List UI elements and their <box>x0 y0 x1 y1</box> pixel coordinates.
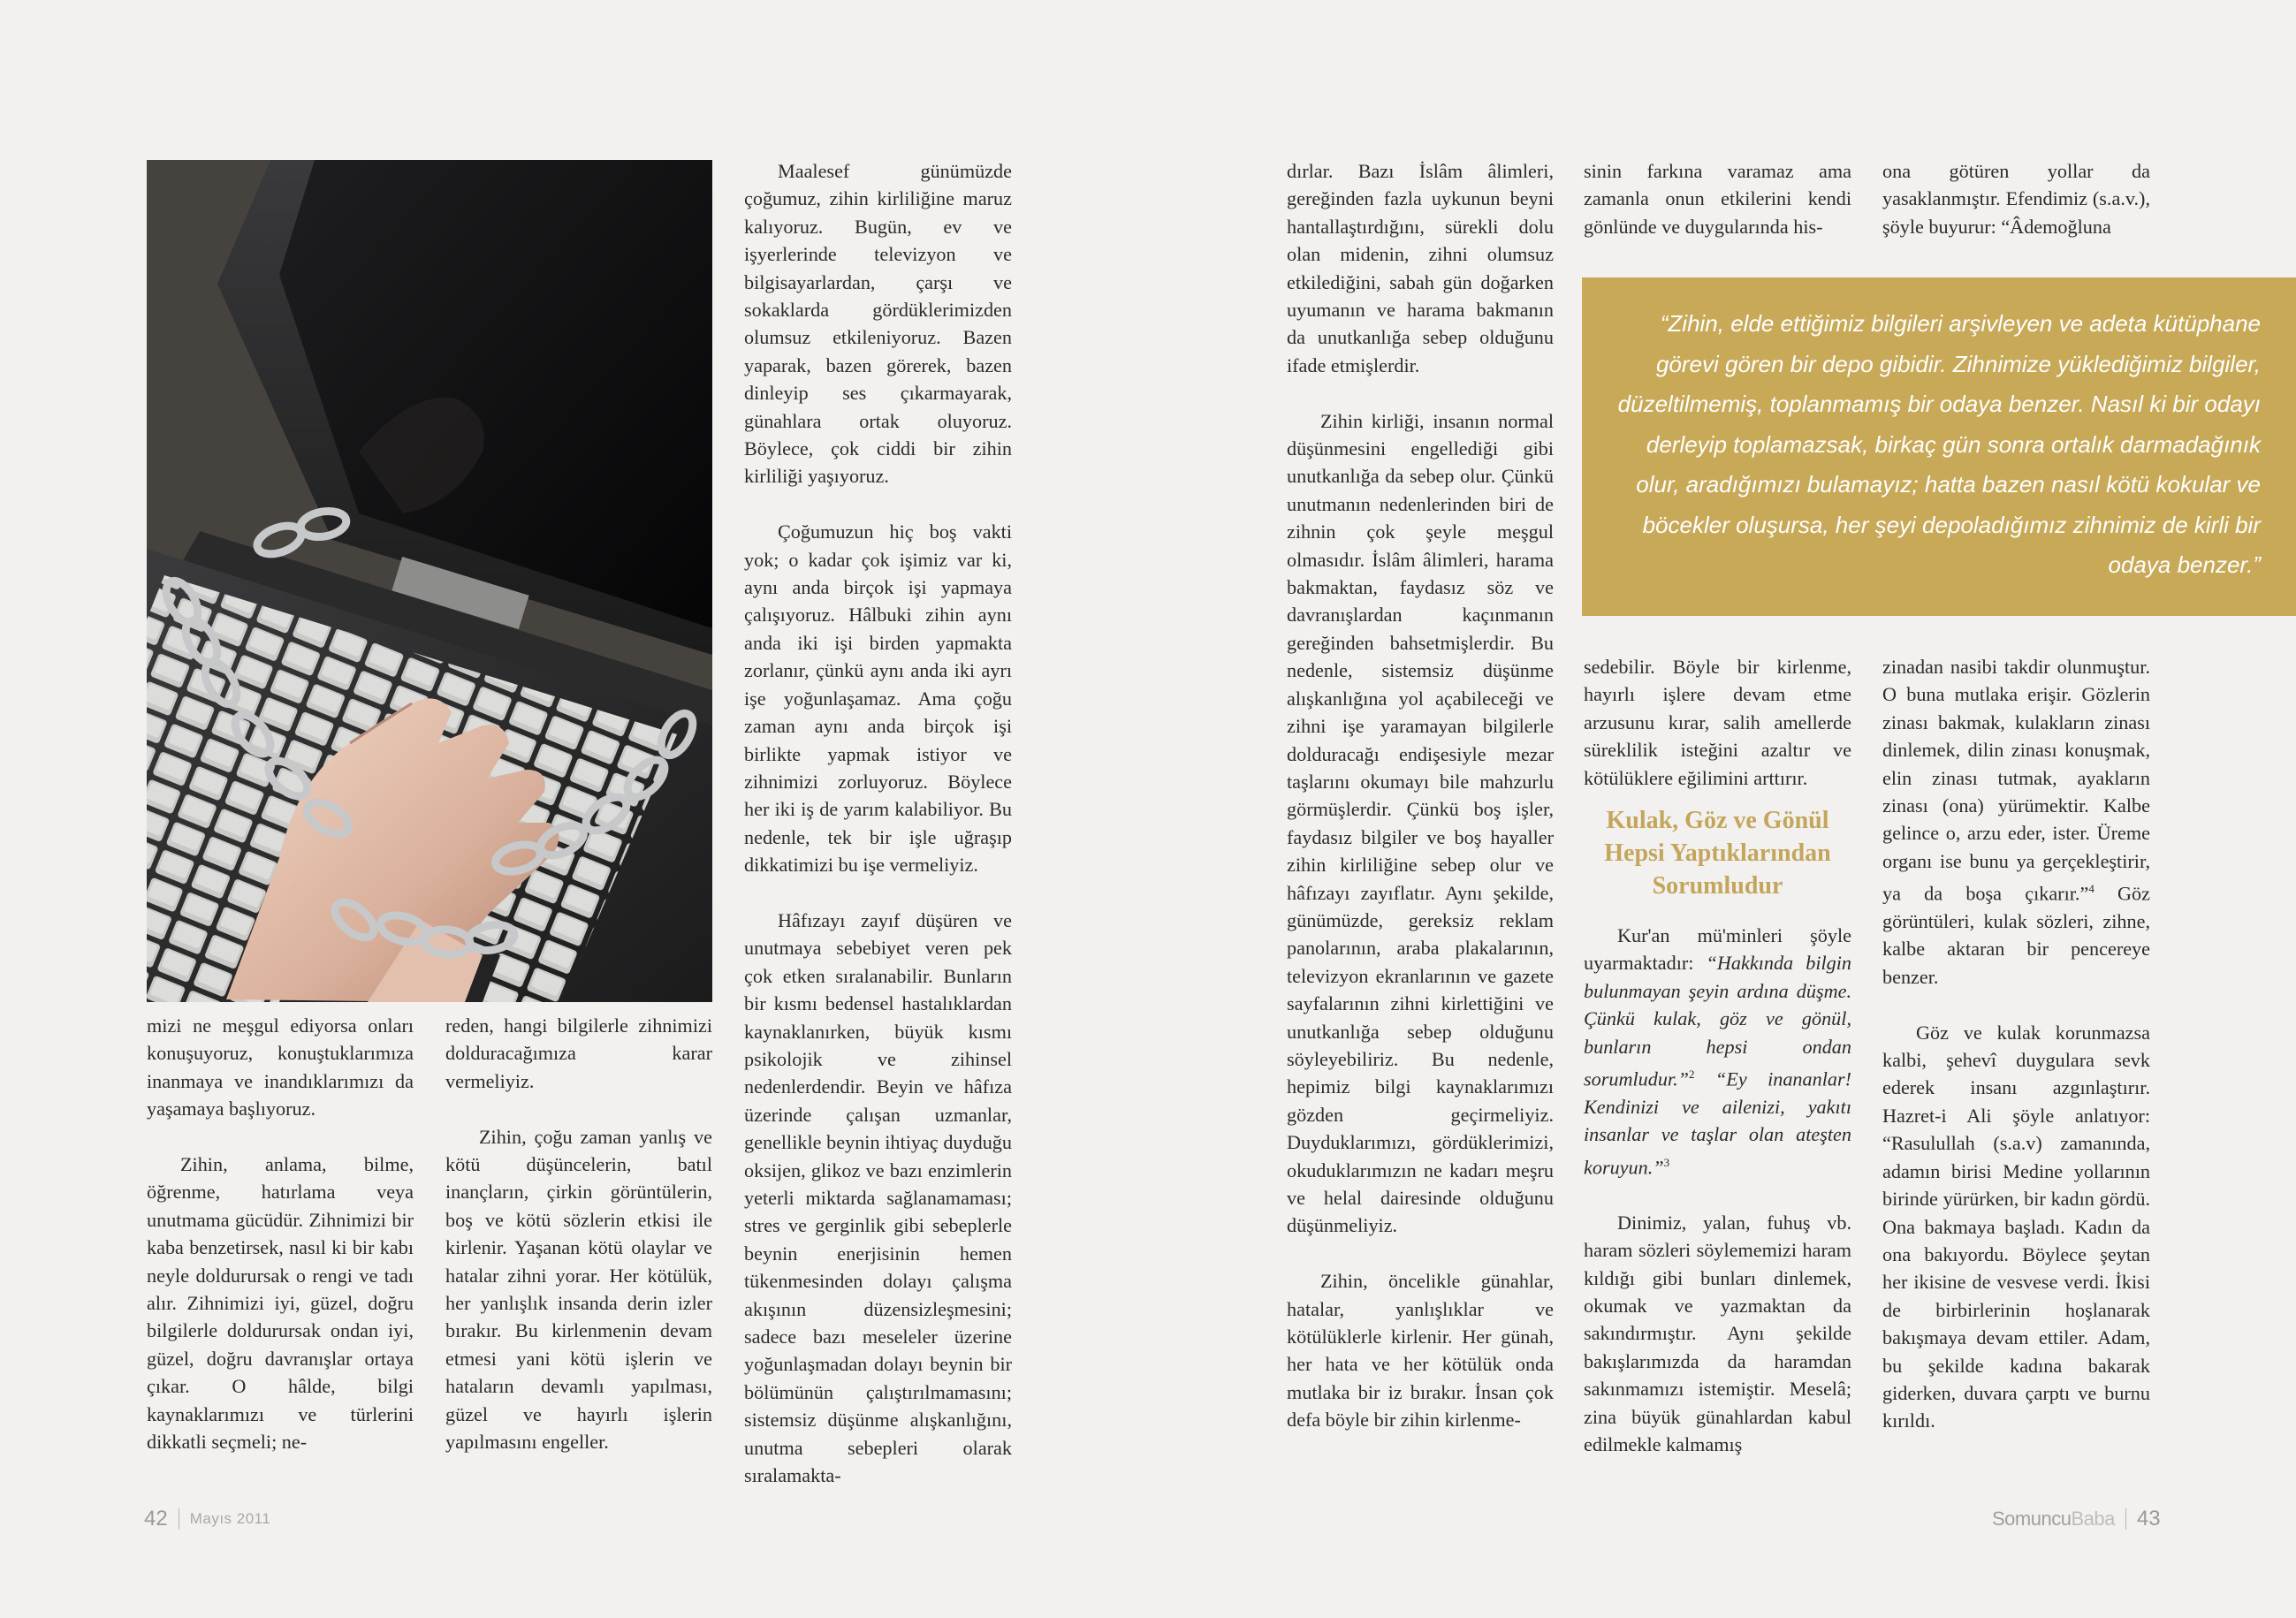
paragraph: Zihin, öncelikle günahlar, hatalar, yanlışlıklar ve kötülüklerle kirlenir. Her günah, her hata ve her kötülük onda mutlaka bir iz bırakır. İnsan çok defa böyle bir zihin kirlenme- <box>1287 1270 1554 1432</box>
paragraph: ona götüren yollar da yasaklanmıştır. Efendimiz (s.a.v.), şöyle buyurur: “Âdemoğluna <box>1882 160 2150 238</box>
paragraph: Çoğumuzun hiç boş vakti yok; o kadar çok işimiz var ki, aynı anda birçok işi yapmaya çalışıyoruz. Hâlbuki zihin aynı anda iki işi birden yapmakta zorlanır, çünkü aynı anda iki ayrı işe yoğunlaşamaz. Ama çoğu zaman aynı anda birçok işi birlikte yapmak istiyor ve zihnimizi zorluyoruz. Böylece her iki iş de yarım kalabiliyor. Bu nedenle, tek bir işle uğraşıp dikkatimizi bu işe vermeliyiz. <box>744 520 1012 877</box>
paragraph: sinin farkına varamaz ama zamanla onun etkilerini kendi gönlünde ve duygularında his- <box>1584 160 1851 238</box>
article-column-5-bottom <box>1584 653 1851 1459</box>
issue-date: Mayıs 2011 <box>189 1510 271 1527</box>
footnote-marker: 3 <box>1663 1155 1670 1169</box>
pull-quote: “Zihin, elde ettiğimiz bilgileri arşivleyen ve adeta kütüphane görevi gören bir depo gibidir. Zihnimize yüklediğimiz bilgiler, düzeltilmemiş, toplanmamış bir odaya benzer. Nasıl ki bir odayı derleyip toplamazsak, birkaç gün sonra ortalık darmadağınık olur, aradığımızı bulamayız; hatta bazen nasıl kötü kokular ve böcekler oluşursa, her şeyi depoladığımız zihnimiz de kirli bir odaya benzer.” <box>1617 310 2261 578</box>
paragraph <box>1584 922 1851 1181</box>
logo-text-dark: Somuncu <box>1992 1508 2072 1530</box>
left-footer <box>144 1507 270 1531</box>
footnote-marker: 4 <box>2088 882 2095 896</box>
article-column-3 <box>744 157 1012 1489</box>
quran-quote: “Ey inananlar! Kendinizi ve ailenizi, yakıtı insanlar ve taşlar olan ateşten koruyun.” <box>1584 1067 1851 1179</box>
right-page <box>1148 0 2296 1618</box>
page-number: 42 <box>144 1507 168 1531</box>
page-number: 43 <box>2136 1507 2161 1531</box>
hadith-text: zinadan nasibi takdir olunmuştur. O buna mutlaka erişir. Gözlerin zinası bakmak, kulakların zinası dinlemek, dilin zinası konuşmak, elin zinası tutmak, ayakların zinası (ona) yürümektir. Kalbe gelince o, arzu eder, ister. Üreme organı ise bunu ya gerçekleştirir, ya da boşa çıkarır.” <box>1882 656 2150 905</box>
paragraph: Zihin kirliği, insanın normal düşünmesini engellediği gibi unutkanlığa da sebep olur. Çünkü unutmanın nedenlerinden biri de zihnin çok şeyle meşgul olmasıdır. İslâm âlimleri, harama bakmaktan, faydasız söz ve davranışlardan kaçınmanın gereğinden bahsetmişlerdir. Bu nedenle, sistemsiz düşünme alışkanlığına yol açabileceği ve zihni işe yaramayan bilgilerle dolduracağı endişesiyle mezar taşlarını okumayı bile mahzurlu görmüşlerdir. Çünkü boş işler, faydasız bilgiler ve boş hayaller zihin kirliliğine sebep olur ve hâfızayı zayıflatır. Aynı şekilde, günümüzde, gereksiz reklam panolarının, araba plakalarının, televizyon ekranlarının ve gazete sayfalarının zihni kirlettiğini ve unutkanlığa sebep olduğunu söyleyebiliriz. Bu nedenle, hepimiz bilgi kaynaklarımızı gözden geçirmeliyiz. Duyduklarımızı, gördüklerimizi, okuduklarımızın ne kadarı meşru ve helal dairesinde olduğunu düşünmeliyiz. <box>1287 409 1554 1237</box>
right-footer <box>1992 1507 2161 1531</box>
article-column-1 <box>147 1012 414 1455</box>
footnote-marker: 2 <box>1689 1067 1695 1082</box>
pull-quote-box <box>1582 277 2296 616</box>
paragraph: mizi ne meşgul ediyorsa onları konuşuyoruz, konuştuklarımıza inanmaya ve inandıklarımızı da yaşamaya başlıyoruz. <box>147 1014 414 1120</box>
quran-quote: “Hakkında bilgin bulunmayan şeyin ardına düşme. Çünkü kulak, göz ve gönül, bunların hepsi ondan sorumludur.” <box>1584 952 1852 1090</box>
paragraph <box>1882 653 2150 991</box>
paragraph: sedebilir. Böyle bir kirlenme, hayırlı işlere devam etme arzusunu kırar, salih amellerde süreklilik isteğini azaltır ve kötülüklere eğilimini arttırır. <box>1584 656 1851 789</box>
paragraph: Göz ve kulak korunmazsa kalbi, şehevî duygulara sevk ederek insanı azgınlaştırır. Hazret-i Ali şöyle anlatıyor: “Rasulullah (s.a.v) zamanında, adamın birisi Medine yollarının birinde yürürken, bir kadın gördü. Ona bakmaya başladı. Kadın da ona bakıyordu. Böylece şeytan her ikisine de vesvese verdi. İkisi de birbirlerinin hoşlanarak bakışmaya devam ettiler. Adam, bu şekilde kadına bakarak giderken, duvara çarptı ve burnu kırıldı. <box>1882 1021 2150 1432</box>
paragraph: Maalesef günümüzde çoğumuz, zihin kirliliğine maruz kalıyoruz. Bugün, ev ve işyerlerinde televizyon ve bilgisayarlardan, çarşı ve sokaklarda gördüklerimizden olumsuz etkileniyoruz. Bazen yaparak, bazen görerek, bazen dinleyip ses çıkarmayarak, günahlara ortak oluyoruz. Böylece, çok ciddi bir zihin kirliliği yaşıyoruz. <box>744 160 1012 488</box>
magazine-logo <box>1992 1508 2115 1531</box>
article-column-6-top <box>1882 157 2150 240</box>
paragraph: Zihin, anlama, bilme, öğrenme, hatırlama veya unutmama gücüdür. Zihnimizi bir kaba benzetirsek, nasıl ki bir kabı neyle doldurursak o rengi ve tadı alır. Zihnimizi iyi, güzel, doğru bilgilerle doldurursak ondan iyi, güzel, doğru davranışlar ortaya çıkar. O hâlde, bilgi kaynaklarımızı ve türlerini dikkatli seçmeli; ne- <box>147 1153 414 1454</box>
section-subheading: Kulak, Göz ve Gönül Hepsi Yaptıklarından Sorumludur <box>1604 807 1831 900</box>
article-column-5-top <box>1584 157 1851 240</box>
paragraph: reden, hangi bilgilerle zihnimizi dolduracağımıza karar vermeliyiz. <box>445 1014 712 1092</box>
article-column-6-bottom <box>1882 653 2150 1435</box>
laptop-chained-hand-icon <box>147 160 712 1002</box>
article-column-2 <box>445 1012 712 1455</box>
paragraph: dırlar. Bazı İslâm âlimleri, gereğinden fazla uykunun beyni hantallaştırdığını, sürekli dolu olan midenin, zihni olumsuz etkilediğini, sabah gün doğarken uyumanın ve harama bakmanın da unutkanlığa sebep olduğunu ifade etmişlerdir. <box>1287 160 1554 376</box>
quran-lead: Kur'an mü'minleri şöyle uyarmaktadır: <box>1584 924 1851 975</box>
paragraph-text: Göz görüntüleri, kulak sözleri, zihne, kalbe aktaran bir pencereye benzer. <box>1882 882 2151 988</box>
paragraph: Zihin, çoğu zaman yanlış ve kötü düşüncelerin, batıl inançların, çirkin görüntülerin, boş ve kötü sözlerin etkisi ile kirlenir. Yaşanan kötü olaylar ve hatalar zihni yorar. Her kötülük, her yanlışlık insanda derin izler bırakır. Bu kirlenmenin devam etmesi yani kötü işlerin ve hataların devamlı yapılması, güzel ve hayırlı işlerin yapılmasını engeller. <box>445 1125 712 1454</box>
article-column-4 <box>1287 157 1554 1434</box>
paragraph: Dinimiz, yalan, fuhuş vb. haram sözleri söylememizi haram kıldığı gibi bunları dinlemek, okumak ve yazmaktan da sakındırmıştır. Aynı şekilde bakışlarımızda da haramdan sakınmamızı istemiştir. Meselâ; zina büyük günahlardan kabul edilmekle kalmamış <box>1584 1211 1851 1456</box>
footer-divider <box>2125 1508 2126 1530</box>
paragraph: Hâfızayı zayıf düşüren ve unutmaya sebebiyet veren pek çok etken sıralanabilir. Bunların bir kısmı bedensel hastalıklardan kaynaklanırken, büyük kısmı psikolojik ve zihinsel nedenlerdendir. Beyin ve hâfıza üzerinde çalışan uzmanlar, genellikle beynin ihtiyaç duyduğu oksijen, glikoz ve bazı enzimlerin yeterli miktarda sağlanamaması; stres ve gerginlik gibi sebeplerle beynin enerjisinin hemen tükenmesinden dolayı çalışma akışının düzensizleşmesini; sadece bazı meseleler üzerine yoğunlaşmadan dolayı beynin bir bölümünün çalıştırılmamasını; sistemsiz düşünme alışkanlığını, unutma sebepleri olarak sıralamakta- <box>744 908 1012 1487</box>
logo-text-light: Baba <box>2071 1508 2115 1530</box>
